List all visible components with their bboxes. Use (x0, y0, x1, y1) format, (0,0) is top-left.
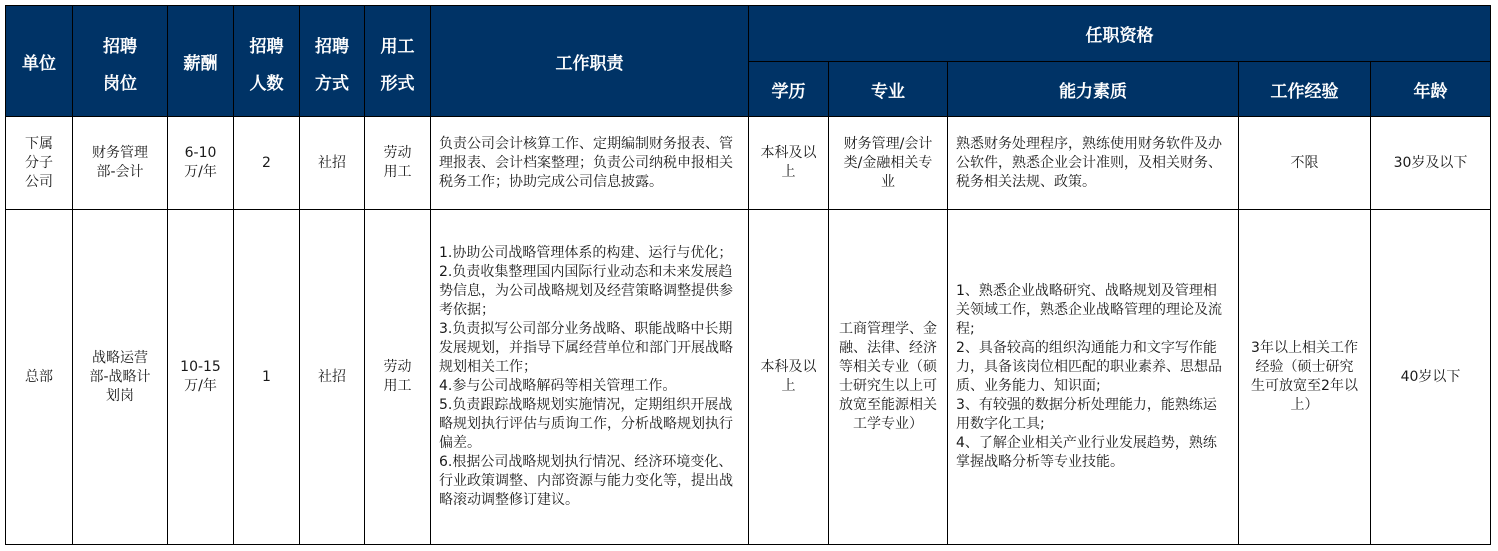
header-position-line1: 招聘 (103, 37, 137, 57)
header-position-line2: 岗位 (103, 74, 137, 94)
cell-education: 本科及以上 (749, 210, 829, 545)
duty-line: 6.根据公司战略规划执行情况、经济环境变化、行业政策调整、内部资源与能力变化等，提出战略滚动调整修订建议。 (439, 454, 733, 508)
ability-line: 3、有较强的数据分析处理能力，能熟练运用数字化工具; (956, 397, 1217, 432)
header-qualifications-label: 任职资格 (1085, 26, 1154, 46)
cell-method: 社招 (300, 117, 365, 210)
cell-position: 财务管理部-会计 (73, 117, 168, 210)
cell-unit: 下属分子公司 (6, 117, 73, 210)
header-method-line1: 招聘 (315, 37, 349, 57)
duty-line: 负责公司会计核算工作、定期编制财务报表、管理报表、会计档案整理；负责公司纳税申报相关税务工作；协助完成公司信息披露。 (439, 135, 733, 190)
cell-major: 财务管理/会计类/金融相关专业 (829, 117, 948, 210)
header-major (829, 62, 948, 117)
cell-duties (431, 117, 749, 210)
cell-employment: 劳动用工 (365, 117, 431, 210)
header-duties-label: 工作职责 (555, 53, 624, 74)
header-age (1371, 62, 1491, 117)
header-unit (6, 6, 73, 117)
recruitment-table (5, 5, 1491, 545)
table-row (6, 117, 1491, 210)
header-method (300, 6, 365, 117)
cell-salary: 6-10万/年 (168, 117, 234, 210)
header-employment (365, 6, 431, 117)
header-salary-label: 薪酬 (183, 53, 218, 74)
duty-line: 5.负责跟踪战略规划实施情况，定期组织开展战略规划执行评估与质询工作，分析战略规划执行偏差。 (439, 397, 733, 451)
header-major-label: 专业 (871, 81, 905, 102)
cell-count: 1 (234, 210, 300, 545)
duty-line: 1.协助公司战略管理体系的构建、运行与优化； (439, 245, 733, 261)
header-count (234, 6, 300, 117)
table-row (6, 210, 1491, 545)
header-salary (168, 6, 234, 117)
cell-abilities (948, 117, 1239, 210)
ability-line: 2、具备较高的组织沟通能力和文字写作能力，具备该岗位相匹配的职业素养、思想品质、业务能力、知识面; (956, 340, 1222, 394)
cell-unit: 总部 (6, 210, 73, 545)
cell-employment: 劳动用工 (365, 210, 431, 545)
header-age-label: 年龄 (1413, 81, 1448, 102)
header-method-line2: 方式 (315, 74, 349, 94)
header-education-label: 学历 (771, 81, 806, 102)
duty-line: 4.参与公司战略解码等相关管理工作。 (439, 378, 677, 394)
header-experience-label: 工作经验 (1270, 81, 1339, 102)
cell-experience: 不限 (1239, 117, 1371, 210)
ability-line: 4、了解企业相关产业行业发展趋势，熟练掌握战略分析等专业技能。 (956, 435, 1217, 470)
cell-duties (431, 210, 749, 545)
cell-age: 40岁以下 (1371, 210, 1491, 545)
cell-education: 本科及以上 (749, 117, 829, 210)
cell-experience: 3年以上相关工作经验（硕士研究生可放宽至2年以上） (1239, 210, 1371, 545)
header-unit-label: 单位 (22, 53, 56, 74)
header-employment-line1: 用工 (380, 37, 415, 57)
header-experience (1239, 62, 1371, 117)
cell-abilities (948, 210, 1239, 545)
cell-method: 社招 (300, 210, 365, 545)
header-duties (431, 6, 749, 117)
header-employment-line2: 形式 (380, 74, 415, 94)
header-abilities-label: 能力素质 (1059, 81, 1127, 102)
cell-salary: 10-15万/年 (168, 210, 234, 545)
ability-line: 1、熟悉企业战略研究、战略规划及管理相关领域工作，熟悉企业战略管理的理论及流程; (956, 283, 1222, 337)
cell-major: 工商管理学、金融、法律、经济等相关专业（硕士研究生以上可放宽至能源相关工学专业） (829, 210, 948, 545)
header-abilities (948, 62, 1239, 117)
cell-count: 2 (234, 117, 300, 210)
header-count-line1: 招聘 (249, 37, 284, 57)
cell-position: 战略运营部-战略计划岗 (73, 210, 168, 545)
header-count-line2: 人数 (249, 74, 284, 94)
duty-line: 3.负责拟写公司部分业务战略、职能战略中长期发展规划，并指导下属经营单位和部门开展战略规划相关工作； (439, 321, 733, 375)
cell-age: 30岁及以下 (1371, 117, 1491, 210)
ability-line: 熟悉财务处理程序，熟练使用财务软件及办公软件，熟悉企业会计准则，及相关财务、税务相关法规、政策。 (956, 135, 1222, 190)
header-position (73, 6, 168, 117)
header-qualifications (749, 6, 1491, 62)
header-education (749, 62, 829, 117)
duty-line: 2.负责收集整理国内国际行业动态和未来发展趋势信息，为公司战略规划及经营策略调整提供参考依据； (439, 264, 733, 318)
